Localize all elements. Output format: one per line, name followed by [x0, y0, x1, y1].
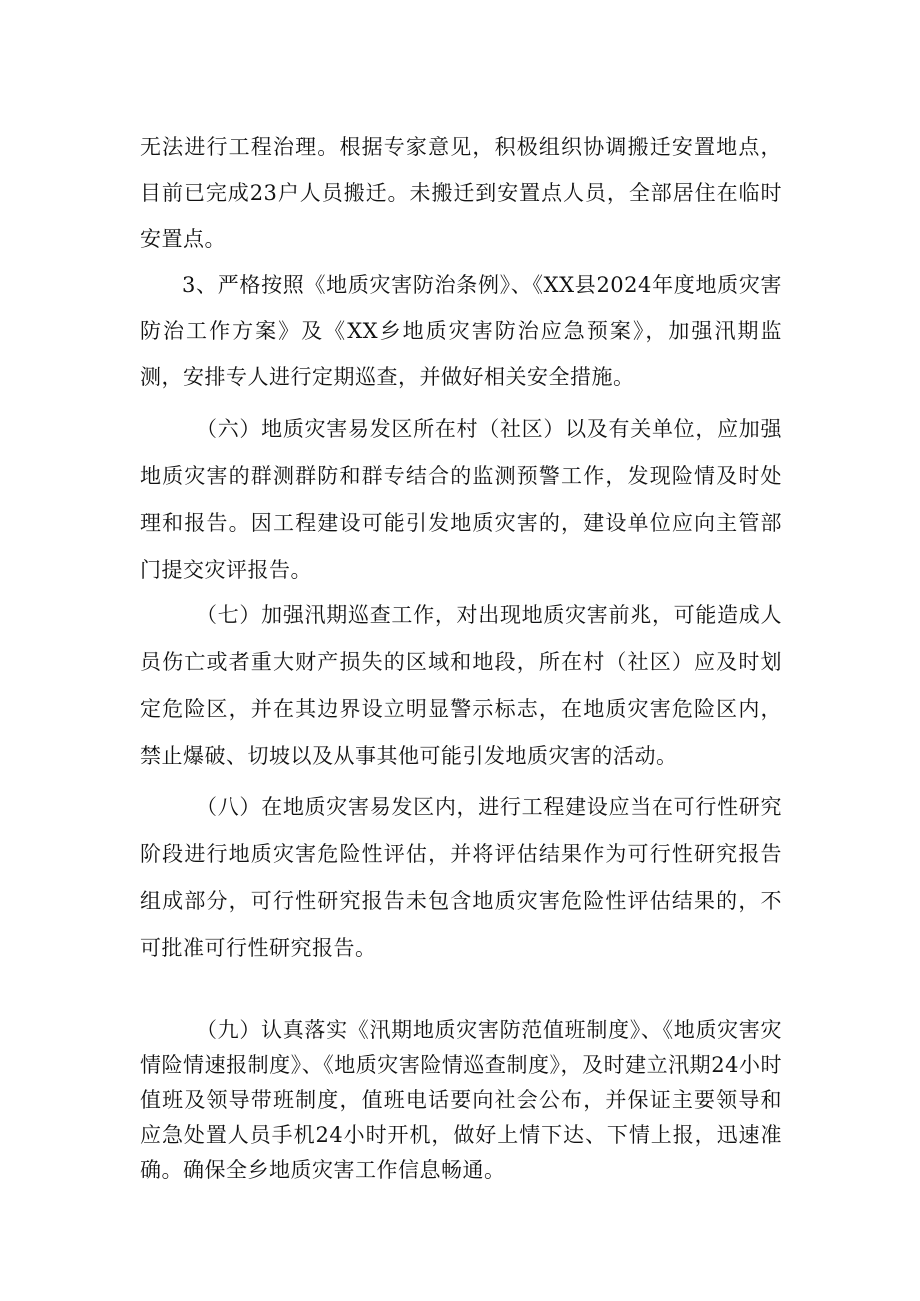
paragraph-relocation: 无法进行工程治理。根据专家意见，积极组织协调搬迁安置地点，目前已完成23户人员搬迁。未搬迁到安置点人员，全部居住在临时安置点。	[140, 135, 782, 251]
paragraph-item-3: 3、严格按照《地质灾害防治条例》、《XX县2024年度地质灾害防治工作方案》及《XX乡地质灾害防治应急预案》，加强汛期监测，安排专人进行定期巡查，并做好相关安全措施。	[140, 273, 782, 389]
paragraph-section-7: （七）加强汛期巡查工作，对出现地质灾害前兆，可能造成人员伤亡或者重大财产损失的区域和地段，所在村（社区）应及时划定危险区，并在其边界设立明显警示标志，在地质灾害危险区内，禁止爆破、切坡以及从事其他可能引发地质灾害的活动。	[140, 603, 782, 768]
paragraph-section-8: （八）在地质灾害易发区内，进行工程建设应当在可行性研究阶段进行地质灾害危险性评估，并将评估结果作为可行性研究报告组成部分，可行性研究报告未包含地质灾害危险性评估结果的，不可批准可行性研究报告。	[140, 795, 782, 960]
paragraph-section-6: （六）地质灾害易发区所在村（社区）以及有关单位，应加强地质灾害的群测群防和群专结合的监测预警工作，发现险情及时处理和报告。因工程建设可能引发地质灾害的，建设单位应向主管部门提交灾评报告。	[140, 417, 782, 582]
paragraph-section-9: （九）认真落实《汛期地质灾害防范值班制度》、《地质灾害灾情险情速报制度》、《地质灾害险情巡查制度》，及时建立汛期24小时值班及领导带班制度，值班电话要向社会公布，并保证主要领导和应急处置人员手机24小时开机，做好上情下达、下情上报，迅速准确。确保全乡地质灾害工作信息畅通。	[140, 1018, 782, 1182]
